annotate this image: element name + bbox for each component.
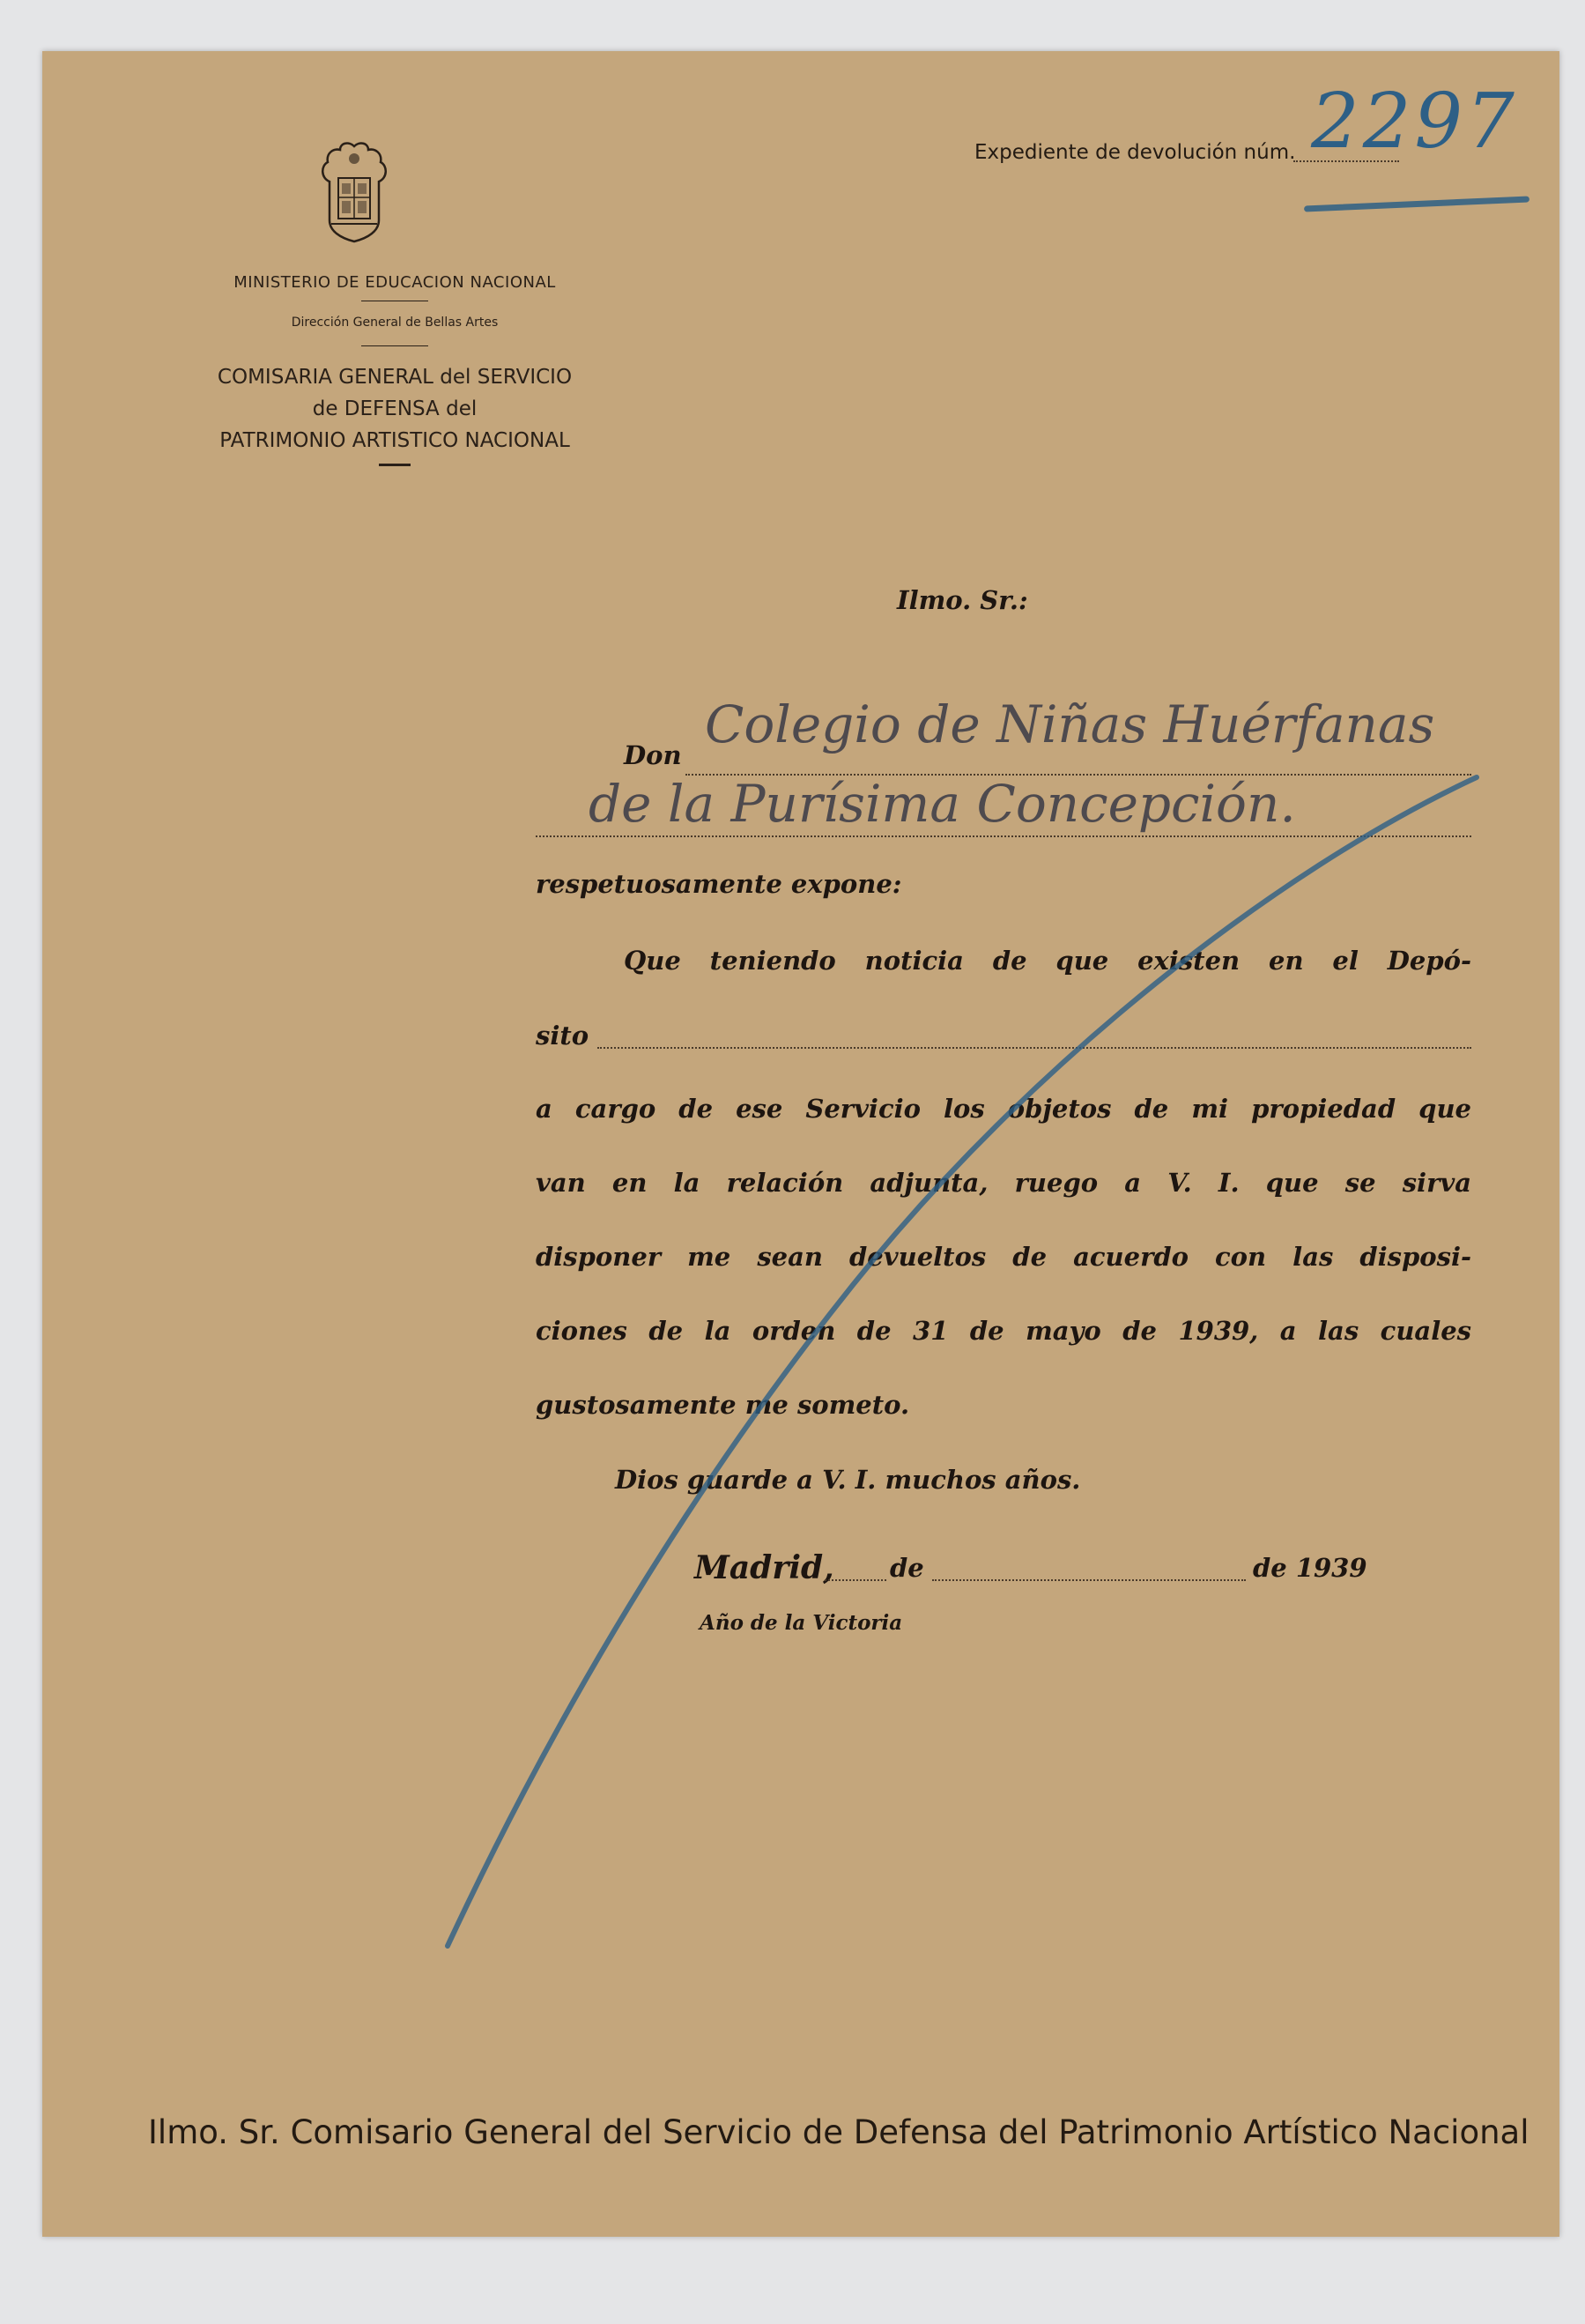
- don-label: Don: [624, 740, 682, 770]
- closing: Dios guarde a V. I. muchos años.: [615, 1465, 1081, 1495]
- commission-line-2: de DEFENSA del: [312, 397, 478, 420]
- era: Año de la Victoria: [700, 1611, 903, 1635]
- paragraph-line: gustosamente me someto.: [536, 1390, 910, 1420]
- divider: [361, 345, 428, 346]
- expediente-number-handwritten: 2297: [1311, 78, 1518, 166]
- salutation: Ilmo. Sr.:: [897, 585, 1028, 615]
- handwritten-name-line-2: de la Purísima Concepción.: [589, 774, 1296, 834]
- direction-name: Dirección General de Bellas Artes: [291, 316, 499, 330]
- don-dotted-line-2: [536, 835, 1471, 837]
- expone-text: respetuosamente expone:: [536, 869, 902, 899]
- date-de: de: [890, 1553, 924, 1583]
- document-page: [42, 51, 1559, 2237]
- expediente-label: Expediente de devolución núm.: [974, 141, 1296, 164]
- commission-name: [174, 361, 615, 457]
- footer-addressee: Ilmo. Sr. Comisario General del Servicio de Defensa del Patrimonio Artístico Nacional: [148, 2113, 1529, 2151]
- ministry-name: MINISTERIO DE EDUCACION NACIONAL: [233, 273, 556, 292]
- handwritten-name-line-1: Colegio de Niñas Huérfanas: [705, 694, 1435, 754]
- coat-of-arms-emblem: [314, 139, 395, 245]
- blue-pencil-underline: [1304, 196, 1529, 212]
- paragraph-line: ciones de la orden de 31 de mayo de 1939, a las cuales: [536, 1316, 1471, 1346]
- place: Madrid,: [694, 1549, 834, 1586]
- month-dotted-line: [932, 1579, 1246, 1581]
- paragraph-line: sito: [536, 1021, 589, 1051]
- deposito-dotted-line: [597, 1047, 1471, 1049]
- date-year: de 1939: [1253, 1553, 1367, 1583]
- commission-line-1: COMISARIA GENERAL del SERVICIO: [217, 366, 573, 389]
- paragraph-line: a cargo de ese Servicio los objetos de mi propiedad que: [536, 1094, 1471, 1124]
- paragraph-line: van en la relación adjunta, ruego a V. I. que se sirva: [536, 1168, 1471, 1198]
- divider: [379, 464, 411, 466]
- day-dotted-line: [825, 1579, 886, 1581]
- paragraph-line: disponer me sean devueltos de acuerdo con las disposi-: [536, 1242, 1471, 1272]
- commission-line-3: PATRIMONIO ARTISTICO NACIONAL: [219, 429, 570, 452]
- paragraph-line: Que teniendo noticia de que existen en el Depó-: [624, 946, 1471, 976]
